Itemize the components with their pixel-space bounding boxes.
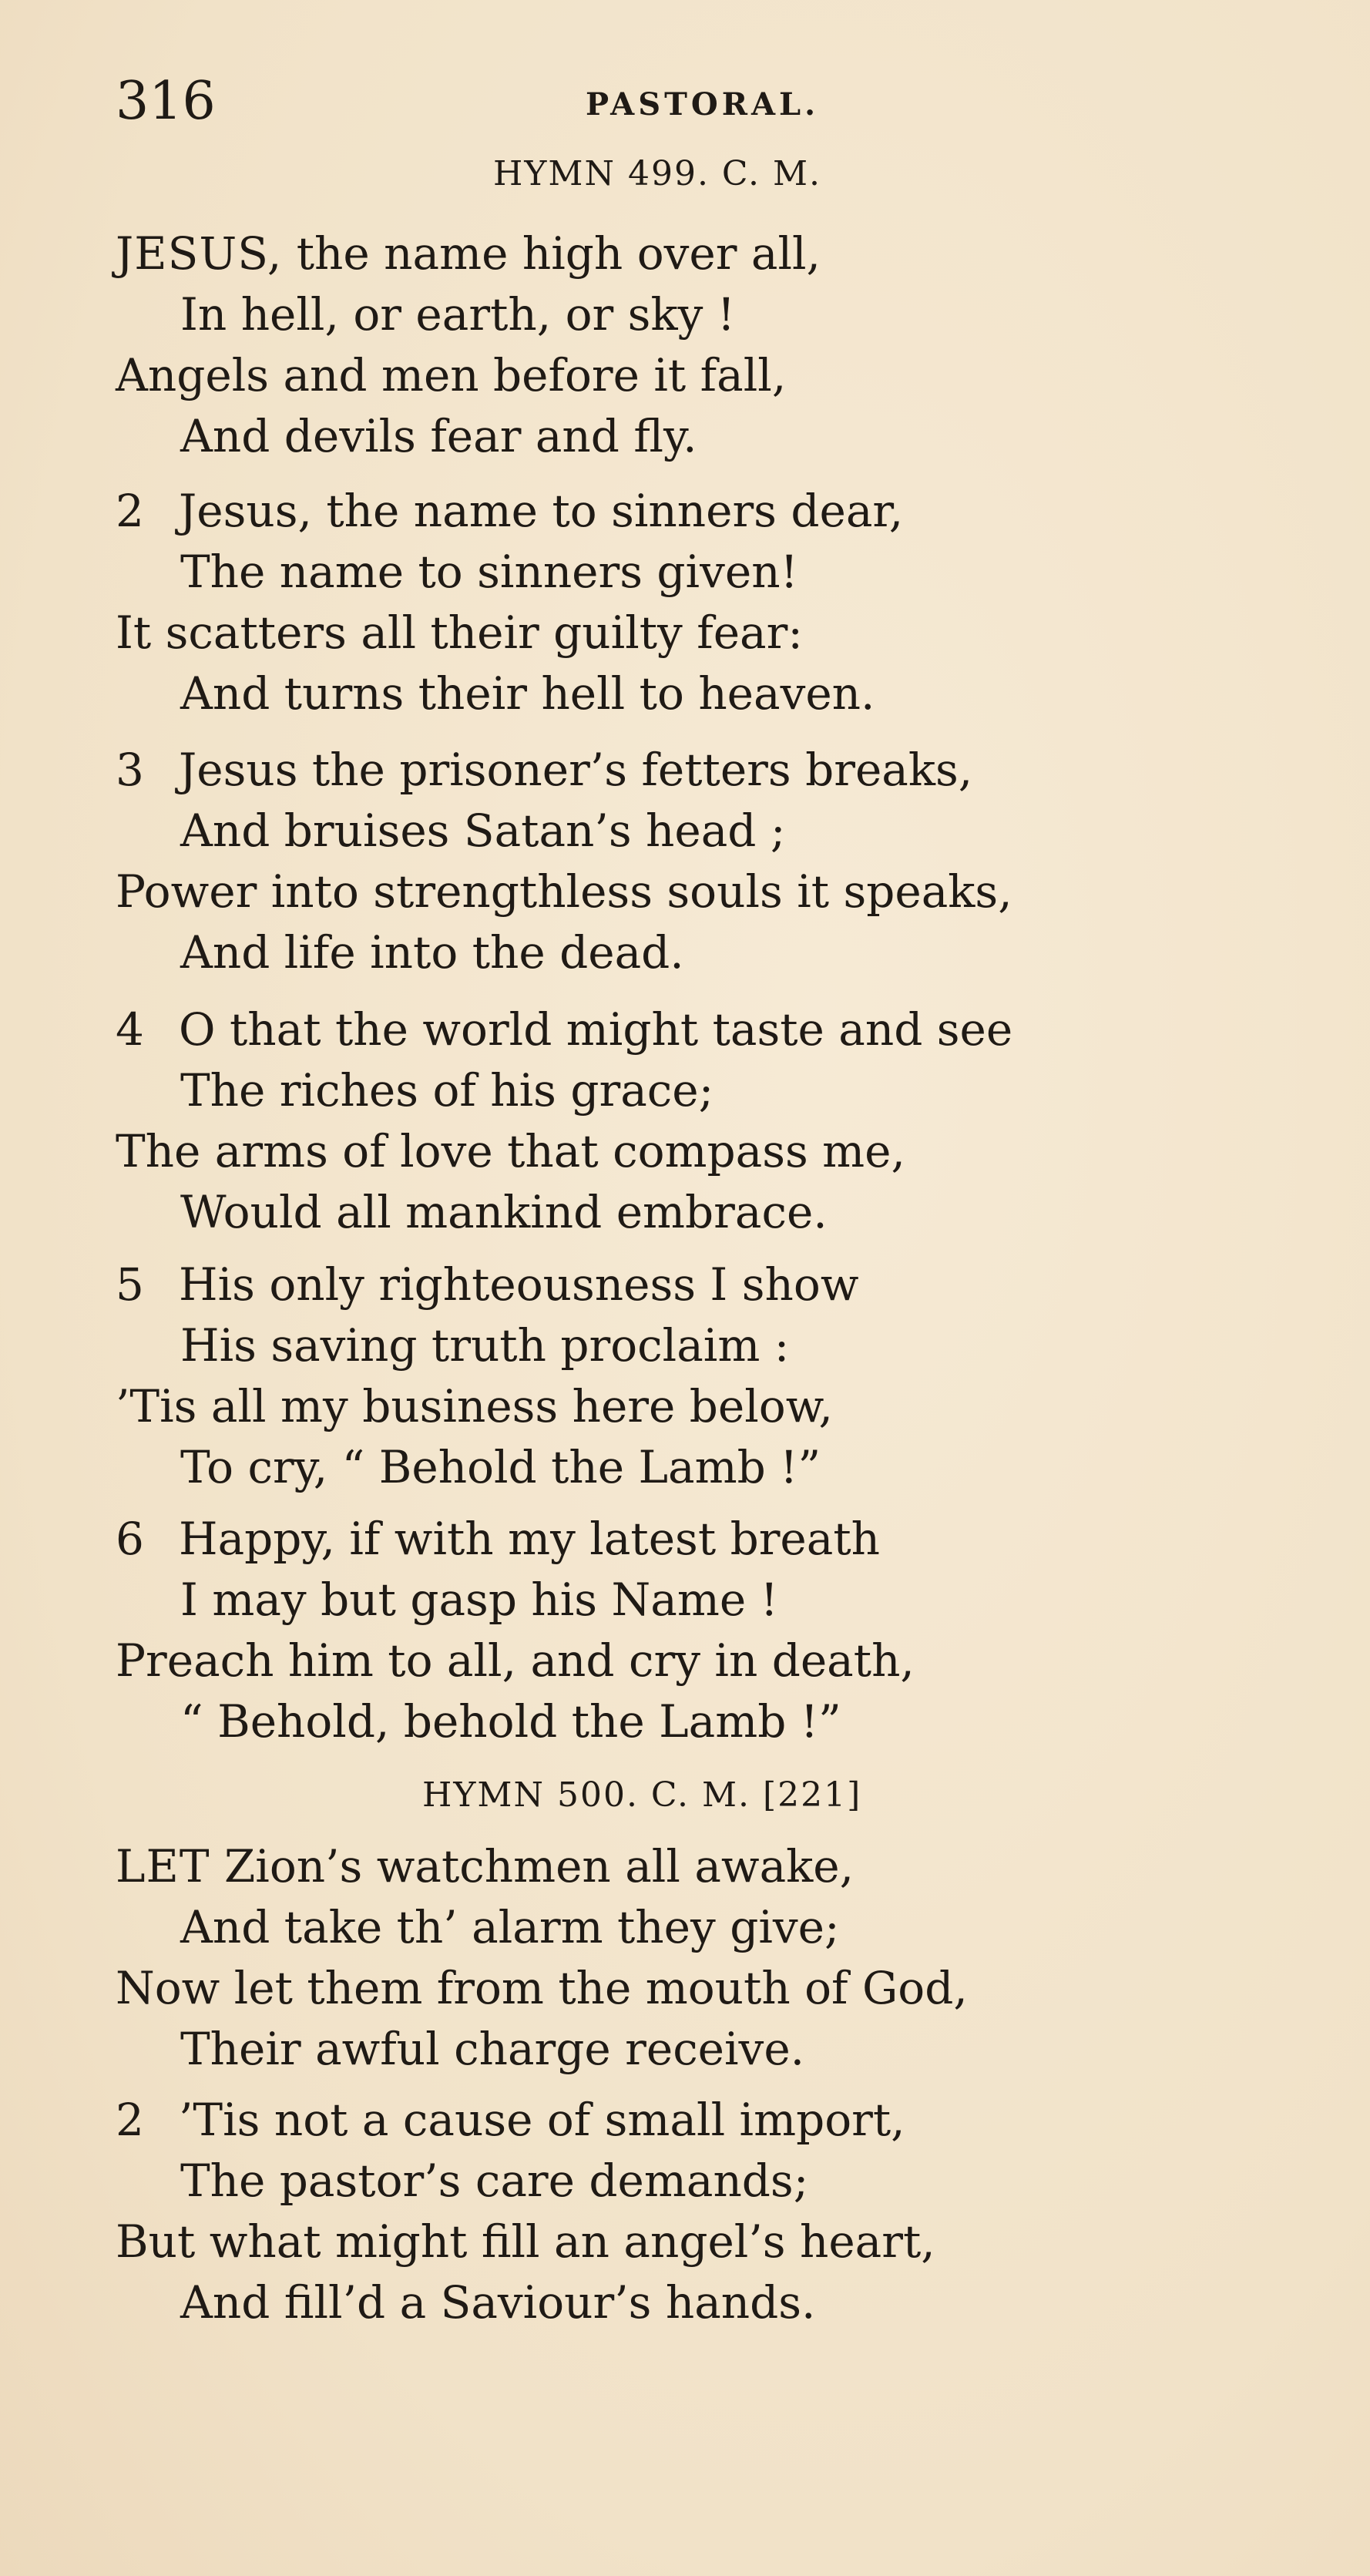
stanza-line: “ Behold, behold the Lamb !” (180, 1695, 841, 1748)
stanza-number: 3 (116, 744, 144, 796)
hymn-499-stanza-5 (116, 1254, 1194, 1498)
stanza-line: Their awful charge receive. (180, 2023, 805, 2075)
stanza-line: But what might fill an angel’s heart, (116, 2215, 935, 2268)
stanza-line: Power into strengthless souls it speaks, (116, 865, 1012, 918)
stanza-line: Preach him to all, and cry in death, (116, 1634, 915, 1687)
line-text: His only righteousness I show (179, 1258, 859, 1311)
opening-word: LET (116, 1840, 210, 1893)
line-text: Jesus, the name to sinners dear, (179, 485, 904, 537)
hymn-499-stanza-4 (116, 999, 1194, 1243)
stanza-line: Angels and men before it fall, (116, 349, 787, 401)
stanza-line: It scatters all their guilty fear: (116, 606, 803, 659)
stanza-number: 4 (116, 1003, 144, 1056)
stanza-line (116, 223, 1194, 284)
hymn-499-heading: HYMN 499. C. M. (493, 154, 822, 193)
stanza-line: And fill’d a Saviour’s hands. (180, 2276, 816, 2329)
stanza-line: The name to sinners given! (180, 546, 798, 598)
stanza-line (116, 740, 1194, 801)
stanza-line: Now let them from the mouth of God, (116, 1962, 968, 2014)
stanza-line: And turns their hell to heaven. (180, 667, 875, 720)
stanza-line: And take th’ alarm they give; (180, 1901, 840, 1953)
stanza-line (116, 1254, 1194, 1315)
line-text: O that the world might taste and see (179, 1003, 1013, 1056)
line-text: ’Tis not a cause of small import, (179, 2094, 905, 2146)
stanza-line: Would all mankind embrace. (180, 1186, 828, 1238)
running-head (116, 71, 1117, 133)
stanza-line: ’Tis all my business here below, (116, 1380, 833, 1432)
line-text: the name high over all, (282, 227, 821, 280)
hymn-499-stanza-6 (116, 1509, 1194, 1752)
stanza-number: 6 (116, 1513, 144, 1565)
stanza-line: I may but gasp his Name ! (180, 1573, 778, 1626)
stanza-line (116, 1509, 1194, 1570)
stanza-line: To cry, “ Behold the Lamb !” (180, 1441, 821, 1493)
line-text: Happy, if with my latest breath (179, 1513, 880, 1565)
stanza-number: 2 (116, 2094, 144, 2146)
line-text: Jesus the prisoner’s fetters breaks, (179, 744, 973, 796)
stanza-line: In hell, or earth, or sky ! (180, 288, 736, 341)
stanza-line (116, 2090, 1194, 2151)
stanza-line (116, 481, 1194, 542)
stanza-number: 2 (116, 485, 144, 537)
stanza-line (116, 1836, 1194, 1897)
opening-word: JESUS, (116, 227, 283, 280)
stanza-line: And life into the dead. (180, 926, 684, 979)
hymn-499-stanza-3 (116, 740, 1194, 983)
line-text: Zion’s watchmen all awake, (210, 1840, 855, 1893)
stanza-number: 5 (116, 1258, 144, 1311)
stanza-line: And devils fear and fly. (180, 410, 697, 462)
hymn-500-heading: HYMN 500. C. M. [221] (422, 1775, 862, 1815)
hymn-499-stanza-1 (116, 223, 1194, 467)
hymn-499-stanza-2 (116, 481, 1194, 724)
hymn-500-stanza-1 (116, 1836, 1194, 2080)
stanza-line: The arms of love that compass me, (116, 1125, 905, 1177)
running-title: PASTORAL. (586, 86, 820, 123)
stanza-line: His saving truth proclaim : (180, 1319, 790, 1372)
hymn-500-stanza-2 (116, 2090, 1194, 2333)
page-number: 316 (116, 71, 216, 132)
stanza-line: And bruises Satan’s head ; (180, 804, 786, 857)
stanza-line: The riches of his grace; (180, 1064, 714, 1117)
stanza-line: The pastor’s care demands; (180, 2155, 809, 2207)
stanza-line (116, 999, 1194, 1060)
